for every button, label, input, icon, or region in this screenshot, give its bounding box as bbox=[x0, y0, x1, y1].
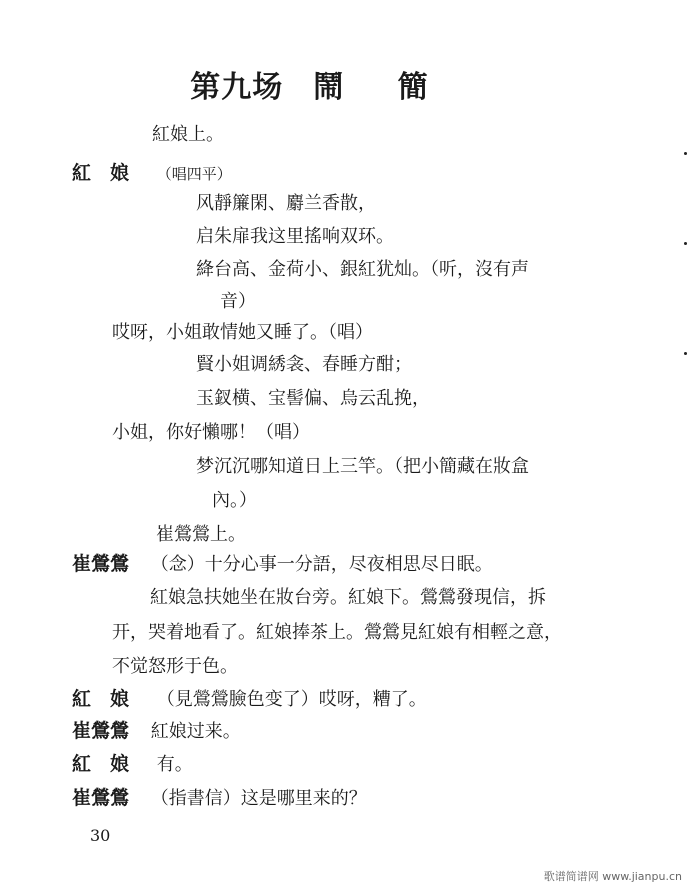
dialogue-line: 小姐，你好懶哪！（唱） bbox=[112, 422, 310, 443]
scene-number: 第九场 bbox=[190, 70, 284, 105]
dialogue-line: 紅娘过来。 bbox=[150, 721, 241, 742]
scan-speck bbox=[684, 242, 687, 245]
watermark: 歌谱简谱网 www.jianpu.cn bbox=[543, 870, 682, 883]
page-number: 30 bbox=[90, 826, 111, 845]
speaker-yingying: 崔鶯鶯 bbox=[72, 553, 130, 575]
speaker-hongniang: 紅 娘 bbox=[72, 688, 130, 710]
lyric-continuation: 音） bbox=[220, 291, 256, 312]
lyric-continuation: 內。） bbox=[212, 490, 257, 511]
dialogue-line: （見鶯鶯臉色变了）哎呀，糟了。 bbox=[156, 689, 427, 710]
dialogue-line: 有。 bbox=[156, 754, 193, 775]
dialogue-line: 哎呀，小姐敢情她又睡了。（唱） bbox=[112, 322, 373, 343]
stage-direction: 崔鶯鶯上。 bbox=[156, 524, 246, 545]
lyric-line: 风靜簾閑、麝兰香散， bbox=[196, 193, 376, 214]
stage-direction: 紅娘急扶她坐在妝台旁。紅娘下。鶯鶯發現信，拆 bbox=[150, 587, 546, 608]
stage-direction: 不觉怒形于色。 bbox=[112, 656, 238, 677]
scan-speck bbox=[684, 152, 687, 155]
speaker-hongniang: 紅 娘 bbox=[72, 753, 130, 775]
dialogue-line: （指書信）这是哪里来的？ bbox=[150, 788, 367, 809]
speaker-yingying: 崔鶯鶯 bbox=[72, 720, 130, 742]
lyric-line: 梦沉沉哪知道日上三竿。（把小簡藏在妝盒 bbox=[196, 456, 529, 477]
scan-speck bbox=[684, 352, 687, 355]
lyric-line: 賢小姐调綉衾、春睡方酣； bbox=[196, 354, 412, 375]
stage-direction: 紅娘上。 bbox=[152, 124, 224, 145]
aria-direction: （唱四平） bbox=[156, 165, 232, 183]
lyric-line: 玉釵横、宝髻偏、烏云乱挽， bbox=[196, 388, 430, 409]
lyric-line: 絳台高、金荷小、銀紅犹灿。（听，沒有声 bbox=[196, 259, 529, 280]
lyric-line: 启朱扉我这里搖响双环。 bbox=[196, 226, 394, 247]
scene-title bbox=[0, 62, 640, 106]
speaker-hongniang: 紅 娘 bbox=[72, 162, 130, 184]
speaker-yingying: 崔鶯鶯 bbox=[72, 787, 130, 809]
dialogue-line: （念）十分心事一分語，尽夜相思尽日眠。 bbox=[150, 554, 493, 575]
scene-name: 鬧 簡 bbox=[313, 70, 450, 105]
stage-direction: 开，哭着地看了。紅娘捧茶上。鶯鶯見紅娘有相輕之意， bbox=[112, 622, 562, 643]
